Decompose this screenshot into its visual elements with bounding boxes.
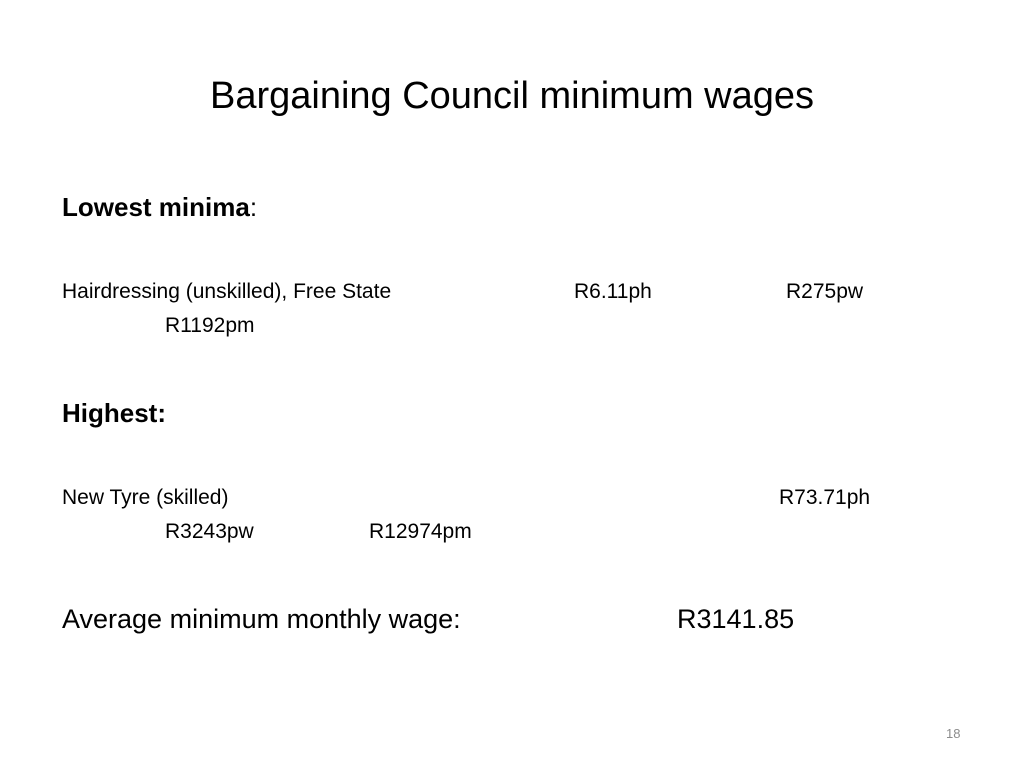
page-number: 18 [946, 726, 961, 741]
average-label: Average minimum monthly wage: [62, 604, 461, 634]
lowest-per-month: R1192pm [165, 314, 255, 337]
highest-description: New Tyre (skilled) [62, 486, 229, 509]
highest-per-week: R3243pw [165, 520, 254, 543]
lowest-description: Hairdressing (unskilled), Free State [62, 280, 392, 303]
lowest-minima-colon: : [249, 192, 258, 222]
highest-per-hour: R73.71ph [779, 486, 871, 509]
highest-per-month: R12974pm [369, 520, 472, 543]
slide-title: Bargaining Council minimum wages [209, 75, 815, 117]
lowest-per-hour: R6.11ph [574, 280, 652, 303]
average-value: R3141.85 [677, 604, 795, 634]
lowest-minima-heading [62, 191, 257, 223]
lowest-per-week: R275pw [786, 280, 864, 303]
lowest-minima-label: Lowest minima [62, 192, 250, 222]
highest-label: Highest: [62, 398, 166, 428]
highest-heading [62, 397, 166, 429]
